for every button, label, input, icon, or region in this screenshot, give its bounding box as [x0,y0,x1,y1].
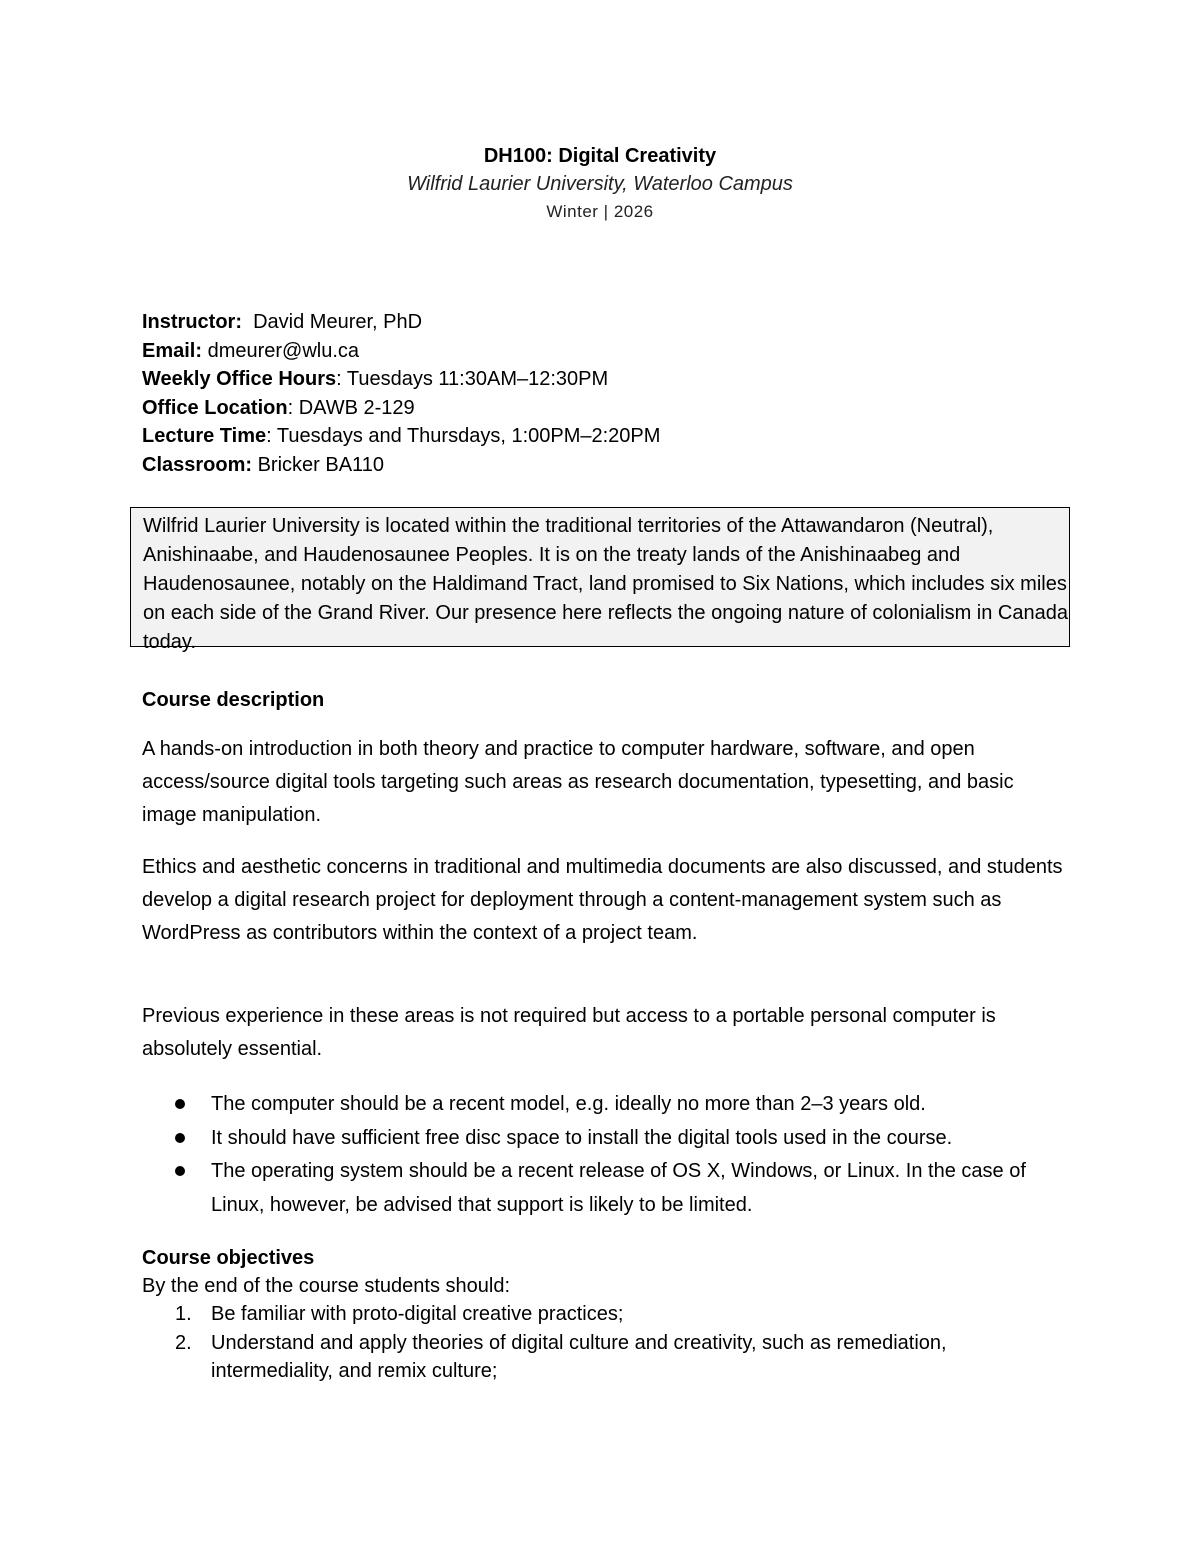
course-info-block [142,308,1062,480]
objectives-intro: By the end of the course students should: [142,1275,511,1297]
list-item [142,1122,1062,1156]
list-item-text: Be familiar with proto-digital creative practices; [211,1303,624,1325]
instructor-row [142,308,1062,337]
list-item-text: Understand and apply theories of digital culture and creativity, such as remediation, intermediality, and remix culture; [211,1331,947,1382]
info-label: Weekly Office Hours [142,368,337,391]
info-value: : Tuesdays 11:30AM–12:30PM [336,368,609,391]
bullet-icon [175,1166,185,1176]
description-paragraph: A hands-on introduction in both theory and practice to computer hardware, software, and open access/source digital tools targeting such areas as research documentation, typesetting, and basic image manipulation. [142,738,1014,826]
info-label: Instructor: [142,311,242,333]
list-item [142,1155,1062,1222]
info-label: Lecture Time [142,425,267,448]
lecture-time-row [142,422,1062,451]
land-acknowledgement-box: Wilfrid Laurier University is located within the traditional territories of the Attawandaron (Neutral), Anishinaabe, and Haudenosaunee Peoples. It is on the treaty lands of the Anishinaabeg and Haudenosaunee, notably on the Haldimand Tract, land promised to Six Nations, which includes six miles on each side of the Grand River. Our presence here reflects the ongoing nature of colonialism in Canada today. [130,507,1070,647]
list-item [142,1300,1062,1329]
list-item-text: The computer should be a recent model, e.g. ideally no more than 2–3 years old. [211,1093,926,1115]
course-term: Winter | 2026 [546,202,654,221]
email-row [142,337,1062,366]
institution-name: Wilfrid Laurier University, Waterloo Campus [407,173,793,195]
requirements-list [142,1088,1062,1222]
course-description-heading: Course description [142,689,325,711]
info-value: : DAWB 2-129 [287,396,415,419]
list-item-text: The operating system should be a recent release of OS X, Windows, or Linux. In the case of Linux, however, be advised that support is likely to be limited. [211,1160,1026,1216]
list-item [142,1329,1062,1386]
list-item [142,1088,1062,1122]
office-location-row [142,394,1062,423]
bullet-icon [175,1099,185,1109]
description-paragraph: Ethics and aesthetic concerns in traditional and multimedia documents are also discussed, and students develop a digital research project for deployment through a content-management system such as WordPress as contributors within the context of a project team. [142,856,1063,944]
list-number: 1. [175,1303,192,1325]
info-value: Bricker BA110 [252,453,384,476]
bullet-icon [175,1133,185,1143]
office-hours-row [142,365,1062,394]
course-objectives-heading: Course objectives [142,1247,315,1269]
classroom-row [142,451,1062,480]
objectives-list [142,1300,1062,1386]
description-paragraph: Previous experience in these areas is not required but access to a portable personal computer is absolutely essential. [142,1005,996,1060]
document-header [0,142,1200,226]
info-label: Email: [142,339,203,362]
info-value: David Meurer, PhD [242,311,423,333]
course-title: DH100: Digital Creativity [483,145,717,167]
info-label: Classroom: [142,453,253,476]
list-number: 2. [175,1331,192,1354]
list-item-text: It should have sufficient free disc space to install the digital tools used in the course. [211,1126,953,1149]
info-label: Office Location [142,396,288,419]
info-value: : Tuesdays and Thursdays, 1:00PM–2:20PM [266,425,661,448]
email-link[interactable]: dmeurer@wlu.ca [202,339,360,362]
